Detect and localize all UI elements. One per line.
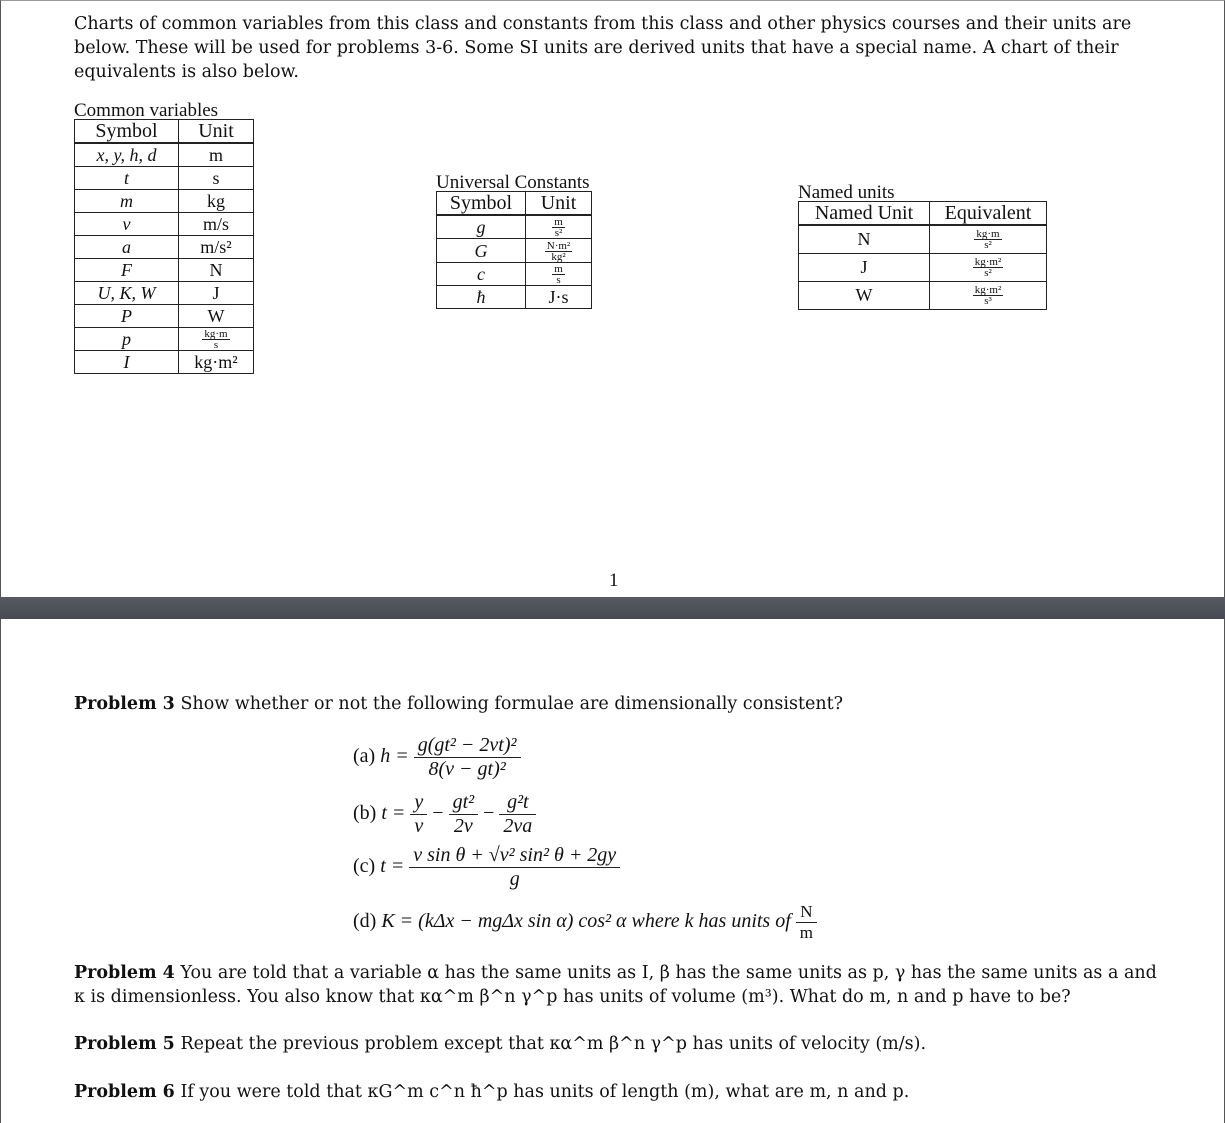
problem-6 <box>74 1080 1159 1104</box>
problem-5-label: Problem 5 <box>74 1034 175 1054</box>
problem-5-text: Repeat the previous problem except that κα^m β^n γ^p has units of velocity (m/s). <box>180 1034 927 1054</box>
equivalent-fraction <box>973 285 1004 306</box>
universal-constants-caption: Universal Constants <box>436 172 590 193</box>
minus-sign: − <box>432 802 444 825</box>
equivalent-cell <box>930 253 1047 281</box>
unit-cell: m/s² <box>179 236 254 259</box>
equation-d-unit <box>796 902 817 943</box>
unit-cell: m <box>179 143 254 167</box>
unit-cell: J·s <box>526 286 592 309</box>
problem-4-label: Problem 4 <box>74 963 175 983</box>
symbol-cell: c <box>437 262 526 285</box>
table-row <box>437 239 592 262</box>
header-unit: Unit <box>179 120 254 144</box>
equivalent-fraction <box>973 257 1004 278</box>
header-symbol: Symbol <box>437 192 526 216</box>
symbol-cell: I <box>75 351 179 374</box>
table-row <box>75 328 254 351</box>
symbol-cell: U, K, W <box>75 282 179 305</box>
symbol-cell: t <box>75 167 179 190</box>
named-units-table <box>798 201 1047 310</box>
table-row <box>75 351 254 374</box>
symbol-cell: G <box>437 239 526 262</box>
equation-a <box>353 734 521 781</box>
symbol-cell: g <box>437 215 526 239</box>
symbol-cell: ħ <box>437 286 526 309</box>
fraction-denominator: s² <box>984 267 992 280</box>
unit-cell: kg·m² <box>179 351 254 374</box>
fraction-numerator: kg·m² <box>974 284 1002 297</box>
table-row <box>75 236 254 259</box>
fraction-numerator: kg·m <box>976 228 1000 241</box>
symbol-cell: F <box>75 259 179 282</box>
header-equivalent: Equivalent <box>930 202 1047 226</box>
fraction-numerator: g²t <box>499 791 536 815</box>
table-row <box>799 253 1047 281</box>
equation-a-fraction <box>414 734 521 781</box>
unit-fraction <box>202 329 229 350</box>
unit-cell: s <box>179 167 254 190</box>
unit-cell: J <box>179 282 254 305</box>
page-divider <box>0 597 1225 619</box>
page-2 <box>0 619 1225 1123</box>
unit-cell: kg <box>179 190 254 213</box>
fraction-denominator: 2va <box>503 815 533 837</box>
table-row <box>75 213 254 236</box>
equation-d-text: K = (kΔx − mgΔx sin α) cos² α where k has units of <box>381 910 791 933</box>
table-row <box>437 262 592 285</box>
equation-b-term-1 <box>410 791 427 838</box>
equation-c-label: (c) <box>353 855 376 878</box>
fraction-denominator: s² <box>554 227 563 240</box>
equivalent-cell <box>930 281 1047 309</box>
named-unit-cell: N <box>799 225 930 253</box>
table-row <box>799 225 1047 253</box>
named-units-caption: Named units <box>798 182 895 203</box>
equation-c <box>353 844 620 891</box>
fraction-denominator: s <box>213 339 219 352</box>
fraction-denominator: s³ <box>984 295 992 308</box>
problem-3 <box>74 692 1159 716</box>
unit-cell <box>179 328 254 351</box>
unit-cell: W <box>179 305 254 328</box>
equation-a-lhs: h = <box>380 745 409 768</box>
fraction-numerator: kg·m² <box>974 256 1002 269</box>
table-row <box>75 305 254 328</box>
table-row <box>799 281 1047 309</box>
fraction-denominator: 2v <box>453 815 473 837</box>
unit-cell: N <box>179 259 254 282</box>
header-named-unit: Named Unit <box>799 202 930 226</box>
fraction-numerator: y <box>410 791 427 815</box>
fraction-numerator: g(gt² − 2vt)² <box>414 734 521 758</box>
equation-d <box>353 902 817 943</box>
problem-5 <box>74 1032 1159 1056</box>
table-row <box>75 167 254 190</box>
problem-3-label: Problem 3 <box>74 694 175 714</box>
fraction-numerator: N·m² <box>546 239 571 252</box>
equation-b-term-2 <box>449 791 479 838</box>
fraction-denominator: v <box>414 815 424 837</box>
fraction-denominator: 8(v − gt)² <box>428 758 506 780</box>
fraction-denominator: m <box>799 923 814 942</box>
table-row <box>437 215 592 239</box>
symbol-cell: m <box>75 190 179 213</box>
unit-cell <box>526 239 592 262</box>
header-unit: Unit <box>526 192 592 216</box>
equation-b-term-3 <box>499 791 536 838</box>
symbol-cell: p <box>75 328 179 351</box>
unit-cell: m/s <box>179 213 254 236</box>
table-row <box>75 259 254 282</box>
fraction-numerator: kg·m <box>204 328 228 341</box>
problem-4-text: You are told that a variable α has the same units as I, β has the same units as p, γ has the same units as a and κ is dimensionless. You also know that κα^m β^n γ^p has units of volume (m³). What do m, n and p have to be? <box>74 963 1157 1007</box>
minus-sign: − <box>483 802 495 825</box>
problem-4 <box>74 961 1159 1009</box>
symbol-cell: x, y, h, d <box>75 143 179 167</box>
problem-3-text: Show whether or not the following formulae are dimensionally consistent? <box>180 694 844 714</box>
table-row <box>75 282 254 305</box>
table-row <box>437 286 592 309</box>
header-symbol: Symbol <box>75 120 179 144</box>
table-row <box>75 190 254 213</box>
equation-c-lhs: t = <box>380 855 405 878</box>
unit-cell <box>526 262 592 285</box>
problem-6-text: If you were told that κG^m c^n ħ^p has units of length (m), what are m, n and p. <box>180 1082 910 1102</box>
fraction-denominator: g <box>509 868 520 890</box>
symbol-cell: v <box>75 213 179 236</box>
equation-b-label: (b) <box>353 802 377 825</box>
fraction-denominator: kg² <box>551 250 566 263</box>
symbol-cell: a <box>75 236 179 259</box>
unit-cell <box>526 215 592 239</box>
equivalent-fraction <box>974 229 1001 250</box>
fraction-denominator: s <box>556 274 561 287</box>
unit-fraction <box>545 241 572 262</box>
fraction-numerator: N <box>796 902 817 923</box>
table-row <box>75 143 254 167</box>
fraction-numerator: gt² <box>449 791 479 815</box>
equation-c-fraction <box>409 844 620 891</box>
equation-a-label: (a) <box>353 745 376 768</box>
common-variables-table <box>74 119 254 374</box>
page-number: 1 <box>609 570 619 591</box>
unit-fraction <box>552 264 565 285</box>
common-variables-caption: Common variables <box>74 100 219 121</box>
symbol-cell: P <box>75 305 179 328</box>
fraction-numerator: v sin θ + √v² sin² θ + 2gy <box>409 844 620 868</box>
problem-6-label: Problem 6 <box>74 1082 175 1102</box>
equation-b <box>353 791 536 838</box>
named-unit-cell: W <box>799 281 930 309</box>
equivalent-cell <box>930 225 1047 253</box>
unit-fraction <box>552 217 565 238</box>
fraction-denominator: s² <box>984 239 992 252</box>
equation-b-lhs: t = <box>381 802 406 825</box>
universal-constants-table <box>436 191 592 309</box>
intro-paragraph: Charts of common variables from this class and constants from this class and other physics courses and their units are below. These will be used for problems 3-6. Some SI units are derived units that have a special name. A chart of their equivalents is also below. <box>74 14 1132 82</box>
named-unit-cell: J <box>799 253 930 281</box>
fraction-numerator: m <box>554 263 563 276</box>
equation-d-label: (d) <box>353 910 377 933</box>
fraction-numerator: m <box>554 216 563 229</box>
